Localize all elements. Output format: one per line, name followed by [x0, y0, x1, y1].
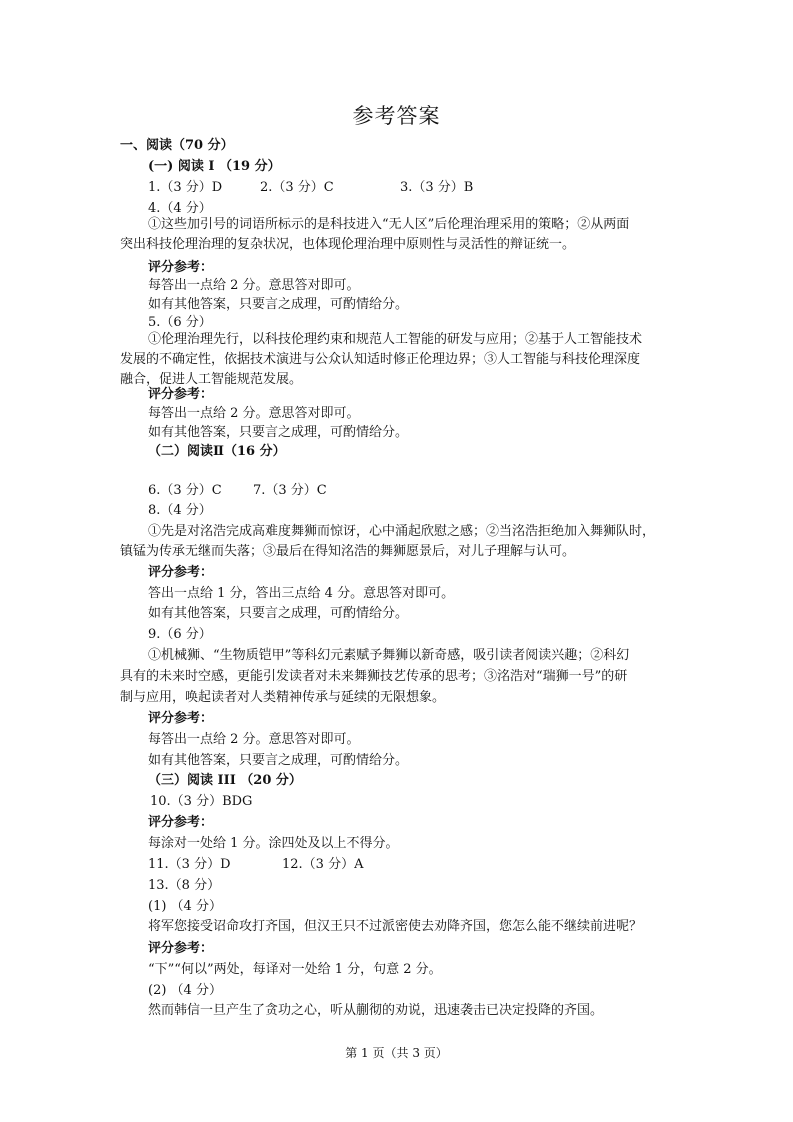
- scoring-heading: 评分参考：: [148, 711, 214, 726]
- answer-line: ①这些加引号的词语所标示的是科技进入“无人区”后伦理治理采用的策略；②从两面: [148, 217, 630, 232]
- scoring-line: 如有其他答案，只要言之成理，可酌情给分。: [148, 606, 409, 621]
- scoring-line: 如有其他答案，只要言之成理，可酌情给分。: [148, 753, 409, 768]
- scoring-line: 答出一点给 1 分，答出三点给 4 分。意思答对即可。: [148, 586, 455, 601]
- scoring-line: 如有其他答案，只要言之成理，可酌情给分。: [148, 425, 409, 440]
- answer-q10: 10.（3 分）BDG: [150, 794, 253, 809]
- question-q9: 9.（6 分）: [148, 627, 212, 642]
- scoring-line: 每涂对一处给 1 分。涂四处及以上不得分。: [148, 836, 399, 851]
- page-title: 参考答案: [352, 104, 441, 128]
- question-q13-part2: (2) （4 分）: [148, 983, 222, 998]
- scoring-heading: 评分参考：: [148, 565, 214, 580]
- question-q8: 8.（4 分）: [148, 503, 212, 518]
- scoring-heading: 评分参考：: [148, 387, 214, 402]
- subsection-heading: （二）阅读Ⅱ（16 分）: [148, 444, 286, 459]
- section-heading: 一、阅读（70 分）: [120, 138, 234, 153]
- page-footer: 第 1 页（共 3 页）: [345, 1046, 448, 1060]
- answer-q12: 12.（3 分）A: [282, 857, 364, 872]
- scoring-line: 如有其他答案，只要言之成理，可酌情给分。: [148, 297, 409, 312]
- answer-q2: 2.（3 分）C: [260, 180, 334, 195]
- answer-line: ①机械狮、“生物质铠甲”等科幻元素赋予舞狮以新奇感，吸引读者阅读兴趣；②科幻: [148, 648, 630, 663]
- scoring-line: 每答出一点给 2 分。意思答对即可。: [148, 732, 360, 747]
- scoring-line: “下”“何以”两处，每译对一处给 1 分，句意 2 分。: [148, 962, 442, 977]
- answer-line: 具有的未来时空感，更能引发读者对未来舞狮技艺传承的思考；③洺浩对“瑞狮一号”的研: [120, 669, 628, 684]
- answer-line: ①先是对洺浩完成高难度舞狮而惊讶，心中涌起欣慰之感；②当洺浩拒绝加入舞狮队时，: [148, 524, 656, 539]
- answer-q1: 1.（3 分）D: [148, 180, 223, 195]
- scoring-heading: 评分参考：: [148, 941, 214, 956]
- subsection-heading: （三）阅读 III （20 分）: [148, 773, 302, 788]
- question-q5: 5.（6 分）: [148, 315, 212, 330]
- subsection-heading: (一) 阅读 I （19 分）: [148, 159, 281, 174]
- question-q13: 13.（8 分）: [148, 878, 221, 893]
- scoring-line: 每答出一点给 2 分。意思答对即可。: [148, 278, 360, 293]
- scoring-heading: 评分参考：: [148, 260, 214, 275]
- answer-q6: 6.（3 分）C: [148, 483, 222, 498]
- answer-line: ①伦理治理先行，以科技伦理约束和规范人工智能的研发与应用；②基于人工智能技术: [148, 332, 643, 347]
- answer-line: 然而韩信一旦产生了贪功之心，听从蒯彻的劝说，迅速袭击已决定投降的齐国。: [148, 1003, 604, 1018]
- answer-line: 突出科技伦理治理的复杂状况，也体现伦理治理中原则性与灵活性的辩证统一。: [120, 237, 576, 252]
- scoring-heading: 评分参考：: [148, 815, 214, 830]
- answer-line: 融合，促进人工智能规范发展。: [120, 372, 303, 387]
- question-q13-part1: (1) （4 分）: [148, 899, 222, 914]
- answer-q11: 11.（3 分）D: [148, 857, 231, 872]
- answer-q7: 7.（3 分）C: [253, 483, 327, 498]
- answer-q3: 3.（3 分）B: [400, 180, 474, 195]
- answer-line: 制与应用，唤起读者对人类精神传承与延续的无限想象。: [120, 690, 446, 705]
- answer-line: 镇锰为传承无继而失落；③最后在得知洺浩的舞狮愿景后，对儿子理解与认可。: [120, 544, 576, 559]
- answer-line: 发展的不确定性，依据技术演进与公众认知适时修正伦理边界；③人工智能与科技伦理深度: [120, 352, 641, 367]
- answer-line: 将军您接受诏命攻打齐国，但汉王只不过派密使去劝降齐国，您怎么能不继续前进呢？: [148, 919, 643, 934]
- question-q4: 4.（4 分）: [148, 201, 212, 216]
- scoring-line: 每答出一点给 2 分。意思答对即可。: [148, 406, 360, 421]
